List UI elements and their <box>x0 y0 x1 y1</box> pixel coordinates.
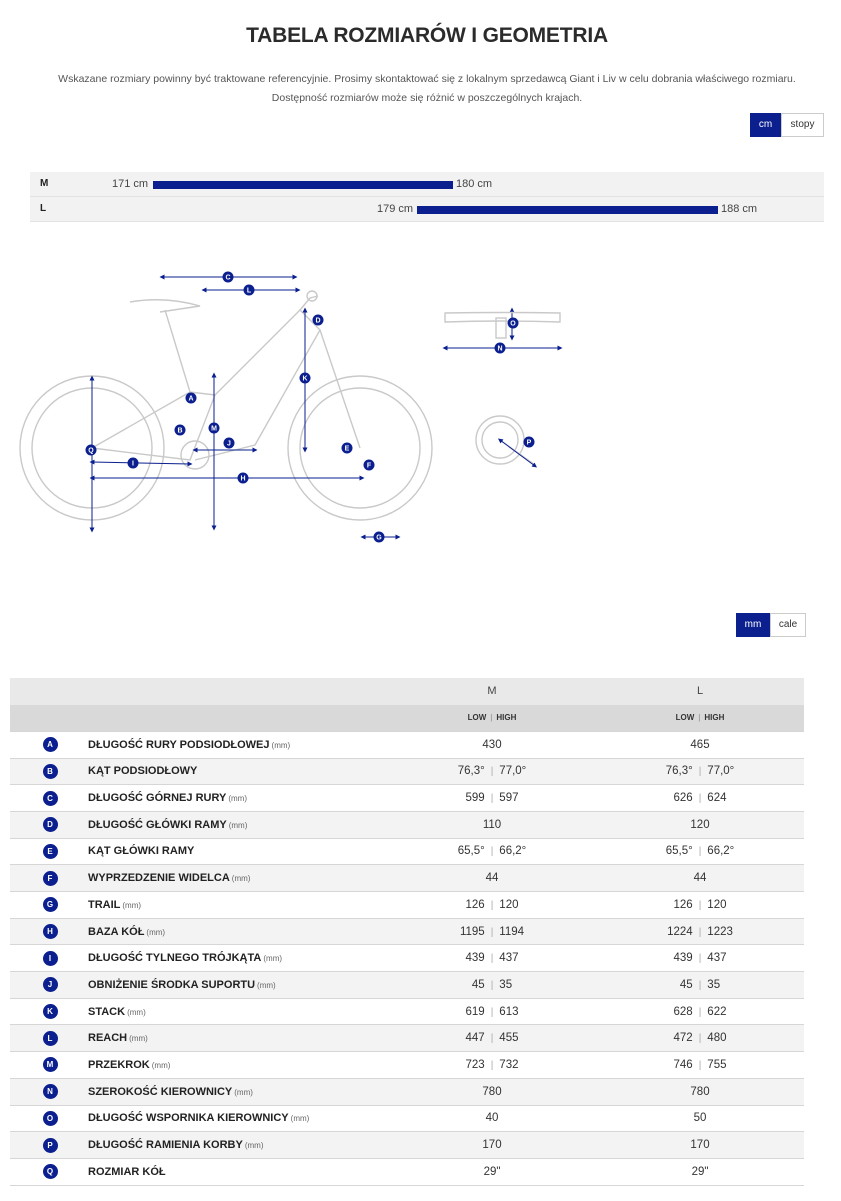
row-unit: (mm) <box>228 820 248 830</box>
value-size-l <box>596 785 804 812</box>
value-size-m <box>388 945 596 972</box>
badge-h: H <box>240 475 246 483</box>
row-label: REACH <box>88 1032 128 1045</box>
value-size-l <box>596 892 804 919</box>
row-unit: (mm) <box>257 980 276 990</box>
row-unit: (mm) <box>228 794 247 804</box>
row-key-badge: E <box>43 844 58 859</box>
value-separator: | <box>490 1006 494 1018</box>
rider-size-label: L <box>40 203 47 214</box>
value-separator: | <box>490 899 494 911</box>
intro-text <box>0 70 841 108</box>
row-label: KĄT GŁÓWKI RAMY <box>88 845 195 858</box>
geometry-value: 619 <box>465 1005 485 1018</box>
badge-d: D <box>315 317 321 325</box>
geometry-value: 447 <box>465 1032 485 1045</box>
value-size-m <box>388 998 596 1025</box>
value-size-m <box>388 1105 596 1132</box>
value-separator: | <box>490 926 494 938</box>
row-unit: (mm) <box>151 1060 171 1070</box>
geometry-value: 723 <box>465 1058 485 1071</box>
table-row <box>10 1078 804 1105</box>
table-row <box>10 1158 804 1185</box>
row-key-badge: B <box>43 764 58 779</box>
row-key-badge: D <box>43 817 58 832</box>
table-size-header <box>10 678 804 705</box>
geometry-value: 66,2° <box>707 845 735 858</box>
badge-n: N <box>497 345 503 353</box>
row-label: DŁUGOŚĆ WSPORNIKA KIEROWNICY <box>88 1112 289 1125</box>
value-separator: | <box>698 953 702 965</box>
geometry-value: 40 <box>485 1112 499 1125</box>
geometry-value: 29" <box>691 1165 709 1178</box>
value-size-l <box>596 1052 804 1079</box>
value-separator: | <box>698 926 702 938</box>
geometry-value: 65,5° <box>665 845 693 858</box>
geometry-value: 65,5° <box>457 845 485 858</box>
value-separator: | <box>490 953 494 965</box>
table-row <box>10 892 804 919</box>
geometry-value: 439 <box>465 952 485 965</box>
geometry-value: 599 <box>465 792 485 805</box>
badge-g: G <box>376 534 382 542</box>
table-row <box>10 758 804 785</box>
rider-size-row-m <box>30 172 824 197</box>
table-row <box>10 998 804 1025</box>
geometry-value: 45 <box>679 978 693 991</box>
geometry-value: 480 <box>707 1032 727 1045</box>
value-separator: | <box>490 766 494 778</box>
dimension-unit-toggle <box>736 613 806 637</box>
row-key-badge: F <box>43 871 58 886</box>
value-size-l <box>596 918 804 945</box>
row-label: DŁUGOŚĆ GŁÓWKI RAMY <box>88 818 227 831</box>
row-unit: (mm) <box>129 1034 148 1044</box>
geometry-value: 44 <box>693 872 707 885</box>
column-size-m: M <box>388 678 596 705</box>
geometry-value: 29" <box>483 1165 501 1178</box>
geometry-table-body <box>10 731 804 1185</box>
value-size-l <box>596 998 804 1025</box>
value-size-m <box>388 1052 596 1079</box>
low-label: LOW <box>675 713 695 723</box>
row-key-badge: G <box>43 897 58 912</box>
value-separator: | <box>490 1033 494 1045</box>
value-size-l <box>596 945 804 972</box>
page-title: TABELA ROZMIARÓW I GEOMETRIA <box>246 24 608 47</box>
row-key-badge: M <box>43 1057 58 1072</box>
geometry-value: 126 <box>673 898 693 911</box>
geometry-value: 120 <box>707 898 727 911</box>
geometry-value: 170 <box>482 1139 502 1152</box>
geometry-value: 120 <box>499 898 519 911</box>
geometry-value: 45 <box>471 978 485 991</box>
row-label: ROZMIAR KÓŁ <box>88 1165 166 1178</box>
badge-p: P <box>526 439 532 447</box>
geometry-value: 430 <box>482 738 502 751</box>
geometry-value: 50 <box>693 1112 707 1125</box>
table-row <box>10 811 804 838</box>
row-label: WYPRZEDZENIE WIDELCA <box>88 872 230 885</box>
geometry-value: 628 <box>673 1005 693 1018</box>
low-label: LOW <box>467 713 487 723</box>
geometry-value: 110 <box>482 818 502 831</box>
value-size-l <box>596 1132 804 1159</box>
row-label: DŁUGOŚĆ TYLNEGO TRÓJKĄTA <box>88 952 262 965</box>
rider-size-min: 179 cm <box>377 203 414 215</box>
geometry-value: 76,3° <box>665 765 693 778</box>
geometry-value: 170 <box>690 1139 710 1152</box>
value-size-m <box>388 731 596 758</box>
badge-f: F <box>366 462 372 470</box>
cm-button[interactable]: cm <box>750 113 781 137</box>
value-size-m <box>388 1158 596 1185</box>
value-size-m <box>388 865 596 892</box>
table-row <box>10 731 804 758</box>
value-size-l <box>596 758 804 785</box>
table-row <box>10 838 804 865</box>
rider-size-min: 171 cm <box>112 178 149 190</box>
geometry-value: 472 <box>673 1032 693 1045</box>
geometry-value: 622 <box>707 1005 727 1018</box>
geometry-value: 755 <box>707 1058 727 1071</box>
value-separator: | <box>490 846 494 858</box>
badge-c: C <box>225 274 231 282</box>
bike-geometry-diagram <box>0 240 600 560</box>
value-separator: | <box>490 979 494 991</box>
row-unit: (mm) <box>244 1141 264 1151</box>
geometry-value: 439 <box>673 952 693 965</box>
high-label: HIGH <box>496 713 517 723</box>
value-size-l <box>596 1105 804 1132</box>
geometry-value: 76,3° <box>457 765 485 778</box>
table-row <box>10 1105 804 1132</box>
table-row <box>10 972 804 999</box>
geometry-value: 126 <box>465 898 485 911</box>
value-size-m <box>388 785 596 812</box>
row-key-badge: N <box>43 1084 58 1099</box>
value-size-m <box>388 1025 596 1052</box>
value-separator: | <box>698 1033 702 1045</box>
value-separator: | <box>698 979 702 991</box>
mm-button[interactable]: mm <box>736 613 770 637</box>
row-key-badge: A <box>43 737 58 752</box>
row-unit: (mm) <box>127 1007 146 1017</box>
table-low-high-header: LOW | HIGH LOW | HIGH <box>10 705 804 732</box>
table-row <box>10 1052 804 1079</box>
geometry-value: 455 <box>499 1032 519 1045</box>
badge-o: O <box>510 320 516 328</box>
geometry-value: 626 <box>673 792 693 805</box>
value-size-l <box>596 865 804 892</box>
row-unit: (mm) <box>290 1114 310 1124</box>
table-row <box>10 865 804 892</box>
badge-a: A <box>188 395 194 403</box>
value-size-m <box>388 1132 596 1159</box>
row-key-badge: O <box>43 1111 58 1126</box>
geometry-value: 77,0° <box>499 765 527 778</box>
badge-i: I <box>132 460 134 468</box>
badge-b: B <box>177 427 183 435</box>
value-size-m <box>388 1078 596 1105</box>
geometry-value: 465 <box>690 738 710 751</box>
geometry-value: 746 <box>673 1058 693 1071</box>
row-unit: (mm) <box>271 740 291 750</box>
row-label: STACK <box>88 1005 126 1018</box>
value-size-m <box>388 758 596 785</box>
row-key-badge: C <box>43 791 58 806</box>
geometry-value: 780 <box>482 1085 502 1098</box>
rider-size-max: 188 cm <box>721 203 758 215</box>
intro-line-2: Dostępność rozmiarów może się różnić w poszczególnych krajach. <box>271 92 583 104</box>
value-separator: | <box>698 899 702 911</box>
high-label: HIGH <box>704 713 725 723</box>
geometry-value: 613 <box>499 1005 519 1018</box>
row-key-badge: H <box>43 924 58 939</box>
row-key-badge: J <box>43 977 58 992</box>
badge-j: J <box>227 440 231 448</box>
size-unit-toggle <box>750 113 824 137</box>
handlebar-outline <box>445 313 560 339</box>
rider-size-max: 180 cm <box>456 178 493 190</box>
row-key-badge: K <box>43 1004 58 1019</box>
value-size-m <box>388 918 596 945</box>
row-label: BAZA KÓŁ <box>88 925 145 938</box>
geometry-value: 66,2° <box>499 845 527 858</box>
value-size-l <box>596 1158 804 1185</box>
geometry-value: 35 <box>707 978 721 991</box>
value-size-l <box>596 838 804 865</box>
badge-e: E <box>344 445 350 453</box>
row-unit: (mm) <box>263 954 283 964</box>
geometry-value: 120 <box>690 818 710 831</box>
table-row <box>10 918 804 945</box>
feet-button[interactable]: stopy <box>781 113 824 137</box>
value-size-l <box>596 1078 804 1105</box>
value-size-m <box>388 811 596 838</box>
row-label: DŁUGOŚĆ GÓRNEJ RURY <box>88 792 227 805</box>
bike-outline <box>20 291 432 520</box>
row-key-badge: I <box>43 951 58 966</box>
rider-size-bar <box>153 181 453 189</box>
value-separator: | <box>698 793 702 805</box>
table-row <box>10 1025 804 1052</box>
geometry-value: 437 <box>707 952 727 965</box>
value-size-l <box>596 1025 804 1052</box>
row-label: TRAIL <box>88 898 121 911</box>
value-separator: | <box>698 1059 702 1071</box>
geometry-value: 437 <box>499 952 519 965</box>
rider-size-label: M <box>40 178 49 189</box>
geometry-value: 1223 <box>707 925 733 938</box>
geometry-value: 35 <box>499 978 513 991</box>
geometry-table <box>10 678 804 1186</box>
badge-k: K <box>302 375 308 383</box>
geometry-value: 77,0° <box>707 765 735 778</box>
geometry-value: 597 <box>499 792 519 805</box>
rider-size-bar <box>417 206 718 214</box>
badge-q: Q <box>88 447 94 455</box>
geometry-value: 1195 <box>459 925 485 938</box>
column-size-l: L <box>596 678 804 705</box>
table-row <box>10 785 804 812</box>
value-size-l <box>596 731 804 758</box>
value-separator: | <box>698 766 702 778</box>
row-label: DŁUGOŚĆ RAMIENIA KORBY <box>88 1139 243 1152</box>
table-row <box>10 1132 804 1159</box>
value-size-l <box>596 972 804 999</box>
row-unit: (mm) <box>231 874 251 884</box>
row-unit: (mm) <box>234 1087 253 1097</box>
row-key-badge: P <box>43 1138 58 1153</box>
geometry-value: 780 <box>690 1085 710 1098</box>
inches-button[interactable]: cale <box>770 613 806 637</box>
badge-l: L <box>246 287 252 295</box>
row-label: PRZEKROK <box>88 1058 150 1071</box>
value-separator: | <box>698 1006 702 1018</box>
geometry-value: 1194 <box>499 925 525 938</box>
row-unit: (mm) <box>122 900 142 910</box>
row-unit: (mm) <box>146 927 166 937</box>
badge-m: M <box>211 425 217 433</box>
row-key-badge: L <box>43 1031 58 1046</box>
value-separator: | <box>698 846 702 858</box>
value-separator: | <box>490 1059 494 1071</box>
geometry-value: 624 <box>707 792 727 805</box>
value-size-l <box>596 811 804 838</box>
row-label: DŁUGOŚĆ RURY PODSIODŁOWEJ <box>88 738 270 751</box>
geometry-value: 1224 <box>667 925 693 938</box>
geometry-value: 732 <box>499 1058 519 1071</box>
table-row <box>10 945 804 972</box>
row-key-badge: Q <box>43 1164 58 1179</box>
value-size-m <box>388 838 596 865</box>
row-label: SZEROKOŚĆ KIEROWNICY <box>88 1085 233 1098</box>
value-separator: | <box>490 793 494 805</box>
value-size-m <box>388 972 596 999</box>
intro-line-1: Wskazane rozmiary powinny być traktowane referencyjnie. Prosimy skontaktować się z lokalnym sprzedawcą Giant i Liv w celu dobrania właściwego rozmiaru. <box>58 73 796 85</box>
row-label: KĄT PODSIODŁOWY <box>88 765 198 778</box>
rider-size-row-l <box>30 197 824 222</box>
value-size-m <box>388 892 596 919</box>
row-label: OBNIŻENIE ŚRODKA SUPORTU <box>88 978 256 991</box>
geometry-value: 44 <box>485 872 499 885</box>
